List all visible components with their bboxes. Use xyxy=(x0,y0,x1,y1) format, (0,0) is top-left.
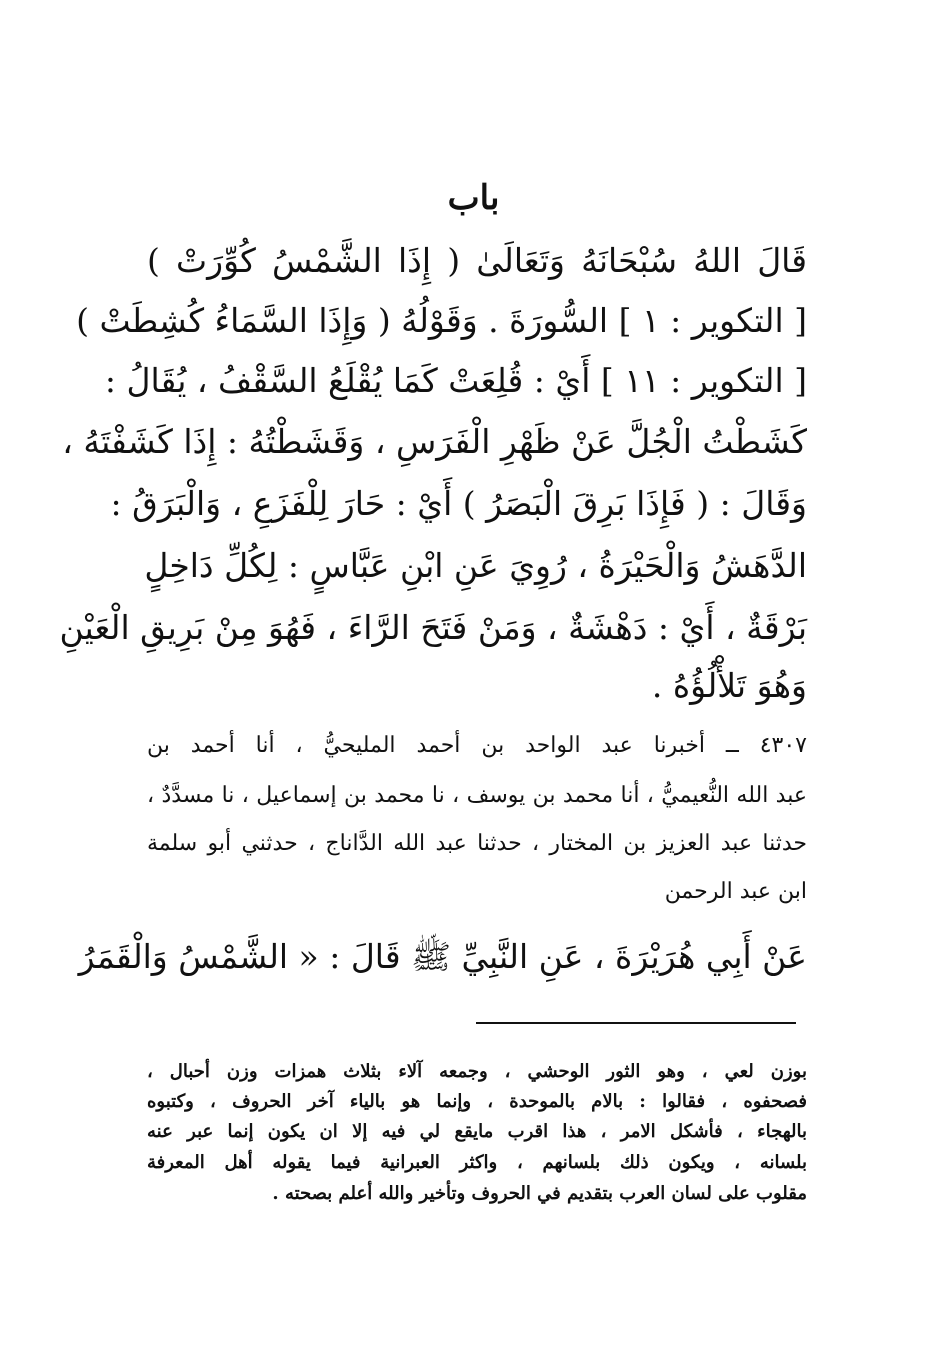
chapter-heading: باب xyxy=(447,178,500,218)
verse-line-4: كَشَطْتُ الْجُلَّ عَنْ ظَهْرِ الْفَرَسِ ، وَقَشَطْتُهُ : إِذَا كَشَفْتَهُ ، xyxy=(62,422,807,461)
verse-line-1: قَالَ اللهُ سُبْحَانَهُ وَتَعَالَىٰ ( إِذَا الشَّمْسُ كُوِّرَتْ ) xyxy=(147,241,807,280)
footnote-line-5: مقلوب على لسان العرب بتقديم في الحروف وتأخير والله أعلم بصحته . xyxy=(272,1183,807,1204)
hadith-isnad-line-1: ٤٣٠٧ ــ أخبرنا عبد الواحد بن أحمد المليحيُّ ، أنا أحمد بن xyxy=(147,733,807,758)
footnote-line-1: بوزن لعي ، وهو الثور الوحشي ، وجمعه آلاء بثلاث همزات وزن أحبال ، xyxy=(147,1061,807,1082)
footnote-divider xyxy=(476,1022,796,1024)
hadith-isnad-line-3: حدثنا عبد العزيز بن المختار ، حدثنا عبد الله الدَّاناج ، حدثني أبو سلمة xyxy=(147,831,807,856)
verse-line-2: [ التكوير : ١ ] السُّورَةَ . وَقَوْلُهُ ( وَإِذَا السَّمَاءُ كُشِطَتْ ) xyxy=(76,301,807,340)
verse-line-6: الدَّهَشُ وَالْحَيْرَةُ ، رُوِيَ عَنِ ابْنِ عَبَّاسٍ : لِكُلِّ دَاخِلٍ xyxy=(144,546,807,585)
verse-line-7: بَرْقَةٌ ، أَيْ : دَهْشَةٌ ، وَمَنْ فَتَحَ الرَّاءَ ، فَهُوَ مِنْ بَرِيقِ الْعَيْنِ xyxy=(59,608,807,647)
footnote-line-4: بلسانه ، ويكون ذلك بلسانهم ، واكثر العبرانية فيما يقوله أهل المعرفة xyxy=(147,1152,807,1173)
footnote-line-3: بالهجاء ، فأشكل الامر ، هذا اقرب مايقع لي فيه إلا ان يكون إنما عبر عنه xyxy=(147,1121,807,1142)
footnote-line-2: فصحفوه ، فقالوا : بالام بالموحدة ، وإنما هو بالياء آخر الحروف ، وكتبوه xyxy=(147,1091,807,1112)
verse-line-3: [ التكوير : ١١ ] أَيْ : قُلِعَتْ كَمَا يُقْلَعُ السَّقْفُ ، يُقَالُ : xyxy=(104,361,807,400)
hadith-narration-line: عَنْ أَبِي هُرَيْرَةَ ، عَنِ النَّبِيِّ ﷺ قَالَ : « الشَّمْسُ وَالْقَمَرُ xyxy=(78,937,807,976)
verse-line-8: وَهُوَ تَلأْلُؤُهُ . xyxy=(651,666,807,705)
hadith-isnad-line-4: ابن عبد الرحمن xyxy=(664,879,807,904)
hadith-isnad-line-2: عبد الله النُّعيميُّ ، أنا محمد بن يوسف ، نا محمد بن إسماعيل ، نا مسدَّدٌ ، xyxy=(147,783,807,808)
verse-line-5: وَقَالَ : ( فَإِذَا بَرِقَ الْبَصَرُ ) أَيْ : حَارَ لِلْفَزَعِ ، وَالْبَرَقُ : xyxy=(110,484,807,523)
